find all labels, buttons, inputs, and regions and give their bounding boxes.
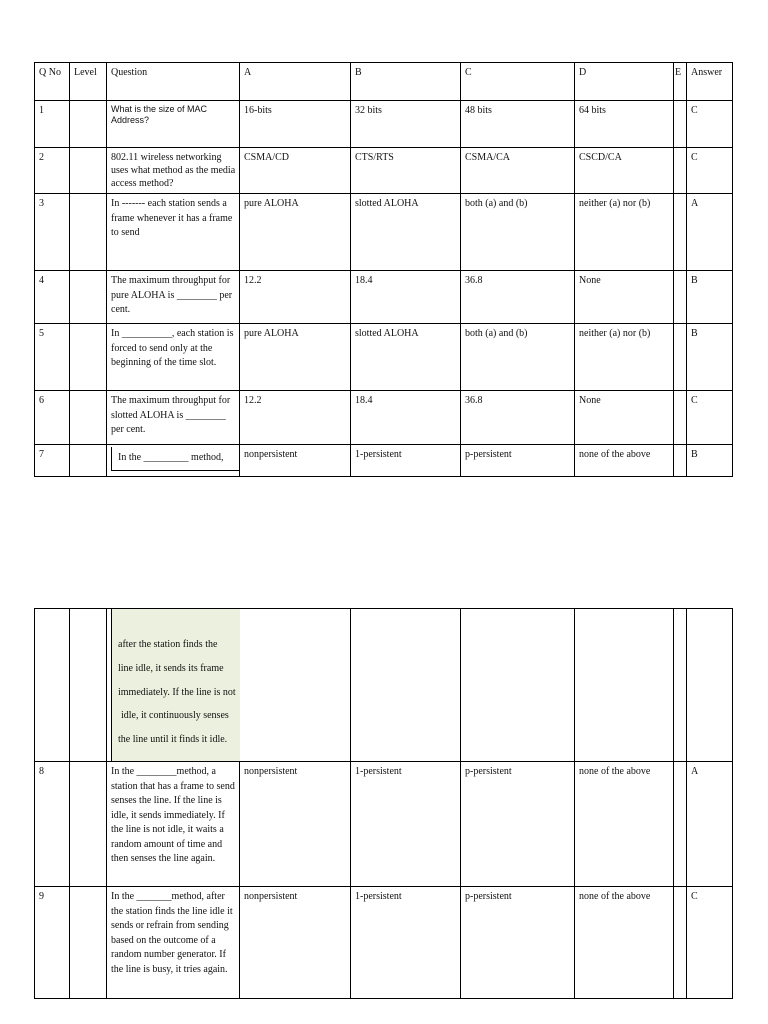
header-b: B (351, 63, 461, 101)
cell-level (70, 148, 107, 194)
cell-answer: B (687, 271, 733, 324)
cell-level (70, 271, 107, 324)
cell-e (674, 609, 687, 762)
cell-question: The maximum throughput for slotted ALOHA is ________ per cent. (107, 391, 240, 445)
continuation-line: the line until it finds it idle. (118, 734, 228, 746)
questions-table-page1 (34, 62, 733, 477)
cell-answer: C (687, 887, 733, 999)
cell-answer: C (687, 101, 733, 148)
cell-a: nonpersistent (240, 445, 351, 477)
cell-b: 18.4 (351, 391, 461, 445)
header-answer: Answer (687, 63, 733, 101)
cell-level (70, 609, 107, 762)
cell-d (575, 609, 674, 762)
cell-a (240, 609, 351, 762)
cell-c (461, 609, 575, 762)
cell-b (351, 609, 461, 762)
header-e: E (674, 63, 687, 101)
cell-a: nonpersistent (240, 762, 351, 887)
cell-e (674, 391, 687, 445)
cell-d: none of the above (575, 445, 674, 477)
table-row (35, 271, 733, 324)
cell-c: 36.8 (461, 391, 575, 445)
cell-qno: 5 (35, 324, 70, 391)
cell-question: In the _______method, after the station finds the line idle it sends or refrain from sending based on the outcome of a random number generator. If the line is busy, it tries again. (107, 887, 240, 999)
cell-question: In __________, each station is forced to send only at the beginning of the time slot. (107, 324, 240, 391)
cell-answer: B (687, 445, 733, 477)
cell-level (70, 324, 107, 391)
cell-level (70, 445, 107, 477)
cell-d: neither (a) nor (b) (575, 324, 674, 391)
cell-c: both (a) and (b) (461, 194, 575, 271)
cell-b: 1-persistent (351, 762, 461, 887)
cell-b: slotted ALOHA (351, 194, 461, 271)
header-question: Question (107, 63, 240, 101)
cell-e (674, 762, 687, 887)
cell-level (70, 391, 107, 445)
cell-b: CTS/RTS (351, 148, 461, 194)
cell-e (674, 101, 687, 148)
cell-b: 1-persistent (351, 887, 461, 999)
cell-e (674, 445, 687, 477)
cell-qno: 1 (35, 101, 70, 148)
header-d: D (575, 63, 674, 101)
cell-question-continuation (107, 609, 240, 762)
table-row (35, 148, 733, 194)
cell-a: CSMA/CD (240, 148, 351, 194)
cell-c: p-persistent (461, 887, 575, 999)
header-level: Level (70, 63, 107, 101)
cell-d: 64 bits (575, 101, 674, 148)
cell-c: 48 bits (461, 101, 575, 148)
cell-b: 32 bits (351, 101, 461, 148)
cell-level (70, 101, 107, 148)
cell-e (674, 271, 687, 324)
cell-c: both (a) and (b) (461, 324, 575, 391)
continuation-line: after the station finds the (118, 639, 218, 650)
cell-question: In the ________method, a station that has a frame to send senses the line. If the line is idle, it sends immediately. If the line is not idle, it waits a random amount of time and then senses the line again. (107, 762, 240, 887)
cell-question: What is the size of MAC Address? (107, 101, 240, 148)
cell-answer: C (687, 391, 733, 445)
cell-b: slotted ALOHA (351, 324, 461, 391)
table-row (35, 445, 733, 477)
cell-d: CSCD/CA (575, 148, 674, 194)
cell-level (70, 887, 107, 999)
cell-qno: 3 (35, 194, 70, 271)
continuation-line: line idle, it sends its frame (118, 662, 224, 674)
table-row (35, 887, 733, 999)
header-qno: Q No (35, 63, 70, 101)
cell-d: none of the above (575, 887, 674, 999)
cell-question (107, 445, 240, 477)
cell-d: None (575, 271, 674, 324)
cell-level (70, 762, 107, 887)
cell-e (674, 194, 687, 271)
header-a: A (240, 63, 351, 101)
cell-a: 12.2 (240, 391, 351, 445)
table-row (35, 324, 733, 391)
cell-qno (35, 609, 70, 762)
cell-question: 802.11 wireless networking uses what method as the media access method? (107, 148, 240, 194)
cell-answer: A (687, 194, 733, 271)
cell-b: 1-persistent (351, 445, 461, 477)
header-c: C (461, 63, 575, 101)
cell-a: pure ALOHA (240, 324, 351, 391)
cell-question: The maximum throughput for pure ALOHA is ________ per cent. (107, 271, 240, 324)
cell-a: 16-bits (240, 101, 351, 148)
cell-e (674, 148, 687, 194)
cell-answer: C (687, 148, 733, 194)
cell-e (674, 324, 687, 391)
cell-qno: 9 (35, 887, 70, 999)
cell-answer (687, 609, 733, 762)
cell-e (674, 887, 687, 999)
cell-answer: B (687, 324, 733, 391)
cell-level (70, 194, 107, 271)
question-7-start: In the _________ method, (111, 447, 239, 471)
continuation-line: idle, it continuously senses (121, 710, 229, 722)
cell-c: CSMA/CA (461, 148, 575, 194)
cell-qno: 2 (35, 148, 70, 194)
cell-a: 12.2 (240, 271, 351, 324)
cell-question: In ------- each station sends a frame whenever it has a frame to send (107, 194, 240, 271)
cell-answer: A (687, 762, 733, 887)
table-row (35, 391, 733, 445)
cell-d: neither (a) nor (b) (575, 194, 674, 271)
cell-c: 36.8 (461, 271, 575, 324)
table-row (35, 101, 733, 148)
cell-qno: 4 (35, 271, 70, 324)
header-row (35, 63, 733, 101)
cell-c: p-persistent (461, 762, 575, 887)
cell-qno: 7 (35, 445, 70, 477)
cell-qno: 8 (35, 762, 70, 887)
cell-qno: 6 (35, 391, 70, 445)
table-row (35, 762, 733, 887)
cell-b: 18.4 (351, 271, 461, 324)
cell-d: None (575, 391, 674, 445)
cell-d: none of the above (575, 762, 674, 887)
table-row (35, 194, 733, 271)
questions-table-page2 (34, 608, 733, 999)
continuation-line: immediately. If the line is not (118, 686, 236, 698)
cell-a: nonpersistent (240, 887, 351, 999)
table-row-continuation (35, 609, 733, 762)
cell-a: pure ALOHA (240, 194, 351, 271)
cell-c: p-persistent (461, 445, 575, 477)
